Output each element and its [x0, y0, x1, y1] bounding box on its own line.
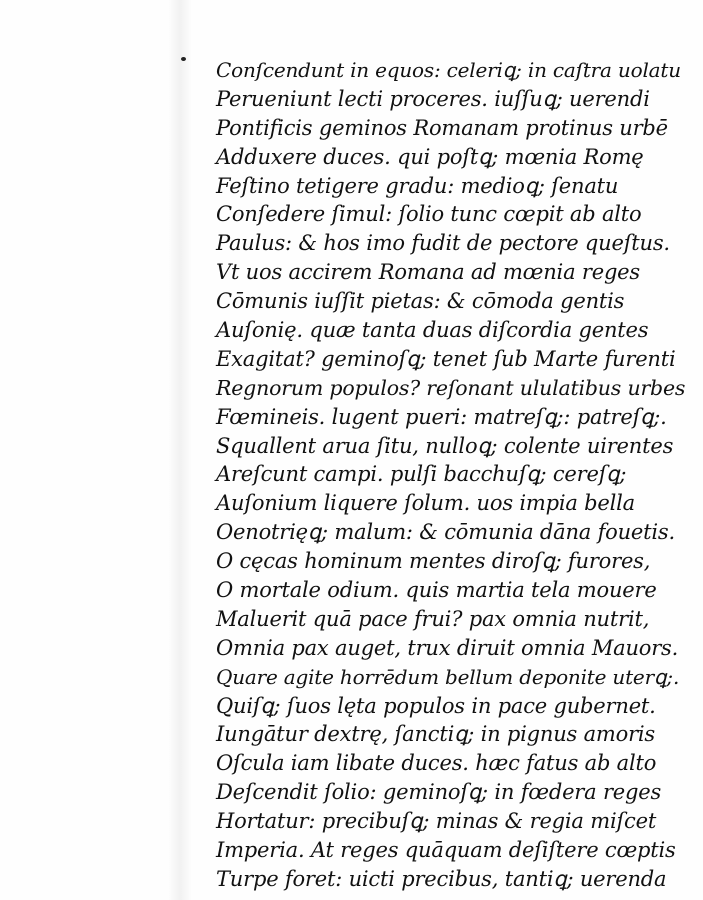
poem-line: Omnia pax auget, trux diruit omnia Mauors. [216, 635, 679, 660]
poem-line: Oenotrięꝗ; malum: & cōmunia dāna fouetis. [216, 520, 675, 545]
poem-line: Auſonium liquere ſolum. uos impia bella [216, 491, 635, 516]
poem-line: Squallent arua ſitu, nulloꝗ; colente uirentes [216, 433, 674, 458]
poem-line: Conſcendunt in equos: celeriꝗ; in caſtra uolatu [216, 58, 681, 82]
poem-text-block [216, 56, 686, 894]
poem-line: Turpe foret: uicti precibus, tantiꝗ; uerenda [216, 866, 667, 891]
poem-line: Maluerit quā pace frui? pax omnia nutrit, [216, 606, 650, 631]
poem-line: Vt uos accirem Romana ad mœnia reges [216, 260, 640, 285]
poem-line: Quiſꝗ; ſuos lęta populos in pace gubernet. [216, 693, 656, 718]
poem-line: Hortatur: precibuſꝗ; minas & regia miſcet [216, 809, 657, 834]
ink-speck [181, 57, 186, 61]
poem-line: Auſonię. quæ tanta duas diſcordia gentes [216, 318, 649, 343]
poem-line: Feſtino tetigere gradu: medioꝗ; ſenatu [216, 173, 619, 198]
poem-line: Imperia. At reges quāquam deſiſtere cœptis [216, 838, 676, 863]
poem-line: Fœmineis. lugent pueri: matreſꝗ;: patreſꝗ;. [216, 404, 667, 429]
poem-line: Areſcunt campi. pulſi bacchuſꝗ; cereſꝗ; [216, 462, 627, 487]
poem-line: Paulus: & hos imo fudit de pectore queſtus. [216, 231, 670, 256]
poem-line: Perueniunt lecti proceres. iuſſuꝗ; uerendi [216, 86, 650, 111]
poem-line: O cęcas hominum mentes diroſꝗ; furores, [216, 549, 651, 574]
poem-line: Pontificis geminos Romanam protinus urbē [216, 115, 668, 140]
page-gutter-shadow [168, 0, 192, 900]
poem-line: Adduxere duces. qui poſtꝗ; mœnia Romę [216, 144, 644, 169]
poem-line: Conſedere ſimul: ſolio tunc cœpit ab alto [216, 202, 642, 227]
poem-line: Oſcula iam libate duces. hæc fatus ab alto [216, 751, 657, 776]
poem-line: Cōmunis iuſſit pietas: & cōmoda gentis [216, 289, 625, 314]
poem-line: O mortale odium. quis martia tela mouere [216, 578, 657, 603]
poem-line: Exagitat? geminoſꝗ; tenet ſub Marte furenti [216, 346, 676, 371]
poem-line: Iungātur dextrę, ſanctiꝗ; in pignus amoris [216, 722, 655, 747]
poem-line: Deſcendit ſolio: geminoſꝗ; in fœdera reges [216, 780, 662, 805]
poem-line: Regnorum populos? reſonant ululatibus urbes [216, 375, 686, 400]
poem-line: Quare agite horrēdum bellum deponite uterꝗ;. [216, 664, 680, 689]
